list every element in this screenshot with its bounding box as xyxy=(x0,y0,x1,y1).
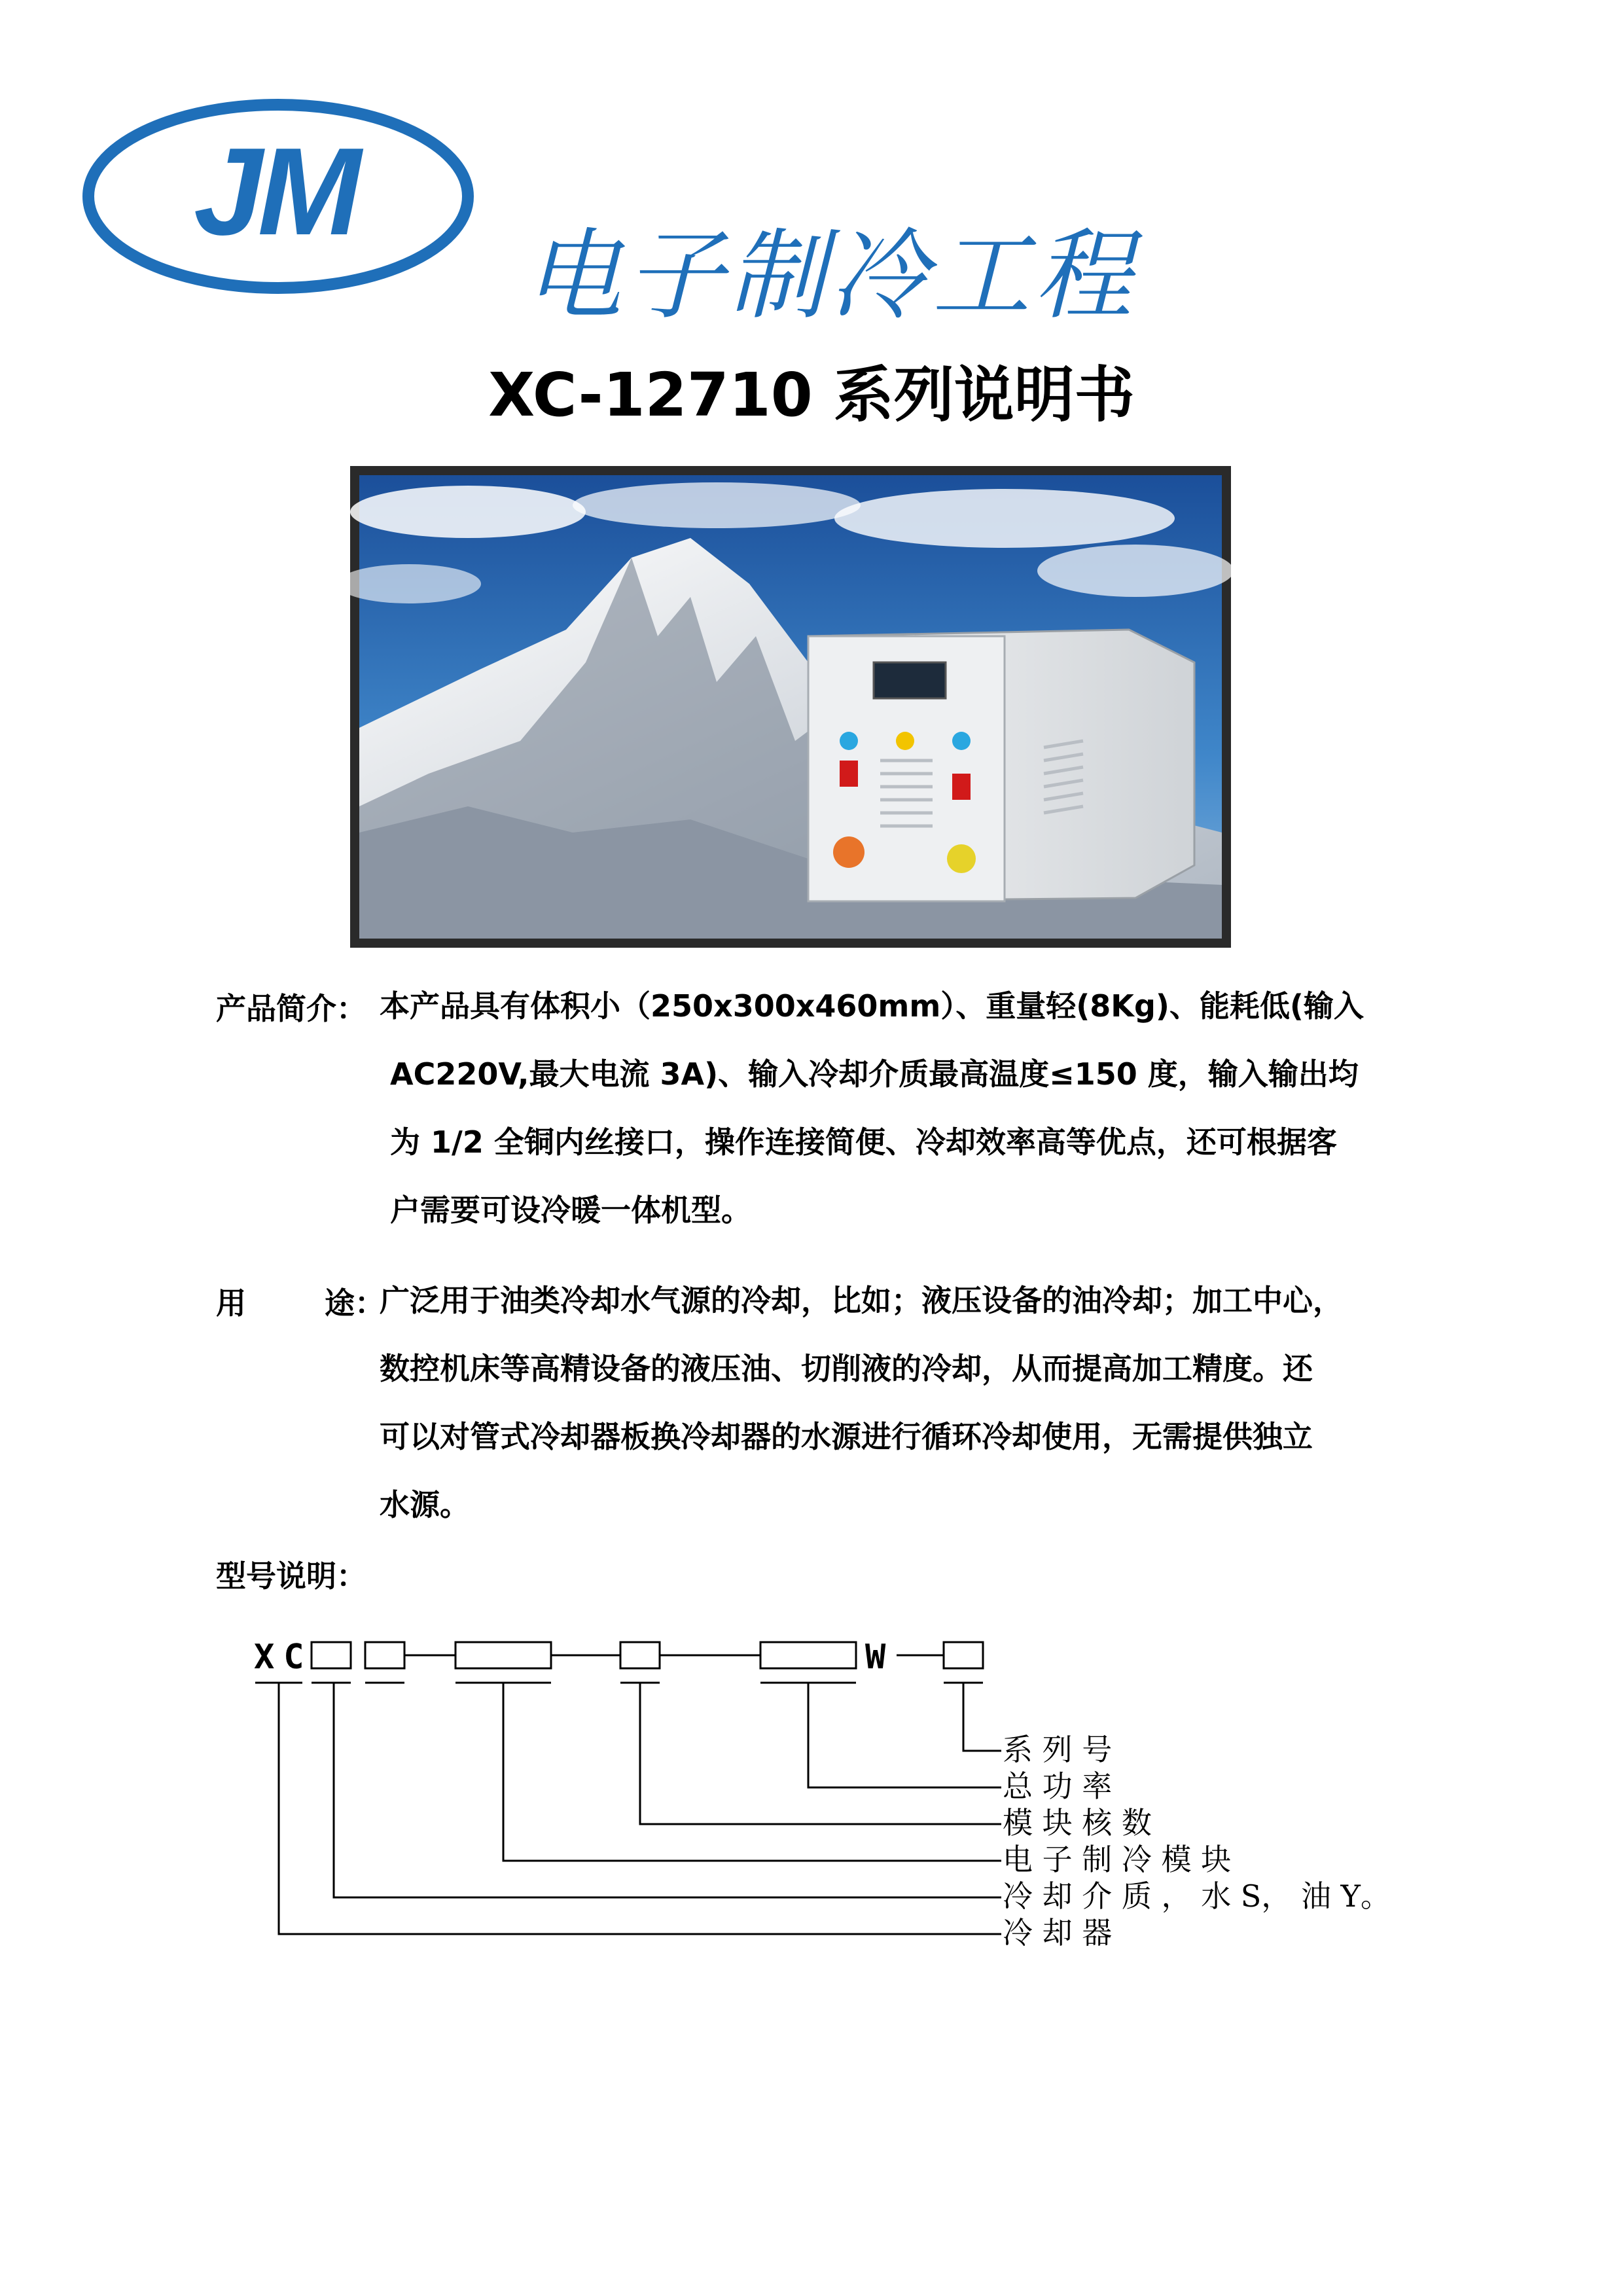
usage-label-b: 途： xyxy=(325,1285,385,1321)
model-label: 型号说明： xyxy=(216,1558,366,1594)
usage-label-a: 用 xyxy=(216,1285,246,1321)
legend-cooler: 冷 却 器 xyxy=(1003,1915,1113,1950)
code-box-6 xyxy=(944,1642,983,1668)
code-box-4 xyxy=(620,1642,660,1668)
usage-line: 水源。 xyxy=(380,1487,470,1522)
usage-line: 可以对管式冷却器板换冷却器的水源进行循环冷却使用，无需提供独立 xyxy=(380,1419,1313,1454)
code-box-2 xyxy=(365,1642,404,1668)
usage-line: 数控机床等高精设备的液压油、切削液的冷却，从而提高加工精度。还 xyxy=(380,1351,1313,1386)
code-box-3 xyxy=(455,1642,551,1668)
code-box-5 xyxy=(760,1642,856,1668)
intro-line: 户需要可设冷暖一体机型。 xyxy=(390,1193,751,1228)
model-w-letter: W xyxy=(865,1638,886,1677)
legend-total-power: 总 功 率 xyxy=(1003,1768,1113,1804)
legend-module-cores: 模 块 核 数 xyxy=(1003,1805,1152,1840)
brand-title: 电子制冷工程 xyxy=(524,219,1137,333)
usage-line: 广泛用于油类冷却水气源的冷却，比如；液压设备的油冷却；加工中心， xyxy=(380,1283,1343,1318)
logo-text: JM xyxy=(194,122,356,261)
usage-label xyxy=(216,1280,385,1323)
legend-cooling-module: 电 子 制 冷 模 块 xyxy=(1003,1842,1232,1877)
usage-paragraph xyxy=(380,1280,1414,1552)
model-prefix: XC xyxy=(254,1638,313,1677)
document-title: XC-12710 系列说明书 xyxy=(488,360,1135,430)
intro-paragraph xyxy=(380,985,1414,1257)
intro-label: 产品简介： xyxy=(216,991,366,1026)
legend-series-number: 系 列 号 xyxy=(1003,1732,1113,1767)
jm-logo xyxy=(79,92,478,301)
model-code-diagram xyxy=(249,1620,1427,1986)
intro-line: 为 1/2 全铜内丝接口，操作连接简便、冷却效率高等优点，还可根据客 xyxy=(390,1124,1337,1160)
intro-line: AC220V,最大电流 3A)、输入冷却介质最高温度≤150 度，输入输出均 xyxy=(390,1056,1359,1092)
product-photo xyxy=(350,466,1231,948)
intro-line: 本产品具有体积小（250x300x460mm）、重量轻(8Kg)、能耗低(输入 xyxy=(380,988,1364,1024)
code-box-1 xyxy=(312,1642,351,1668)
legend-cooling-medium: 冷 却 介 质 ， 水 S， 油 Y。 xyxy=(1003,1878,1391,1914)
